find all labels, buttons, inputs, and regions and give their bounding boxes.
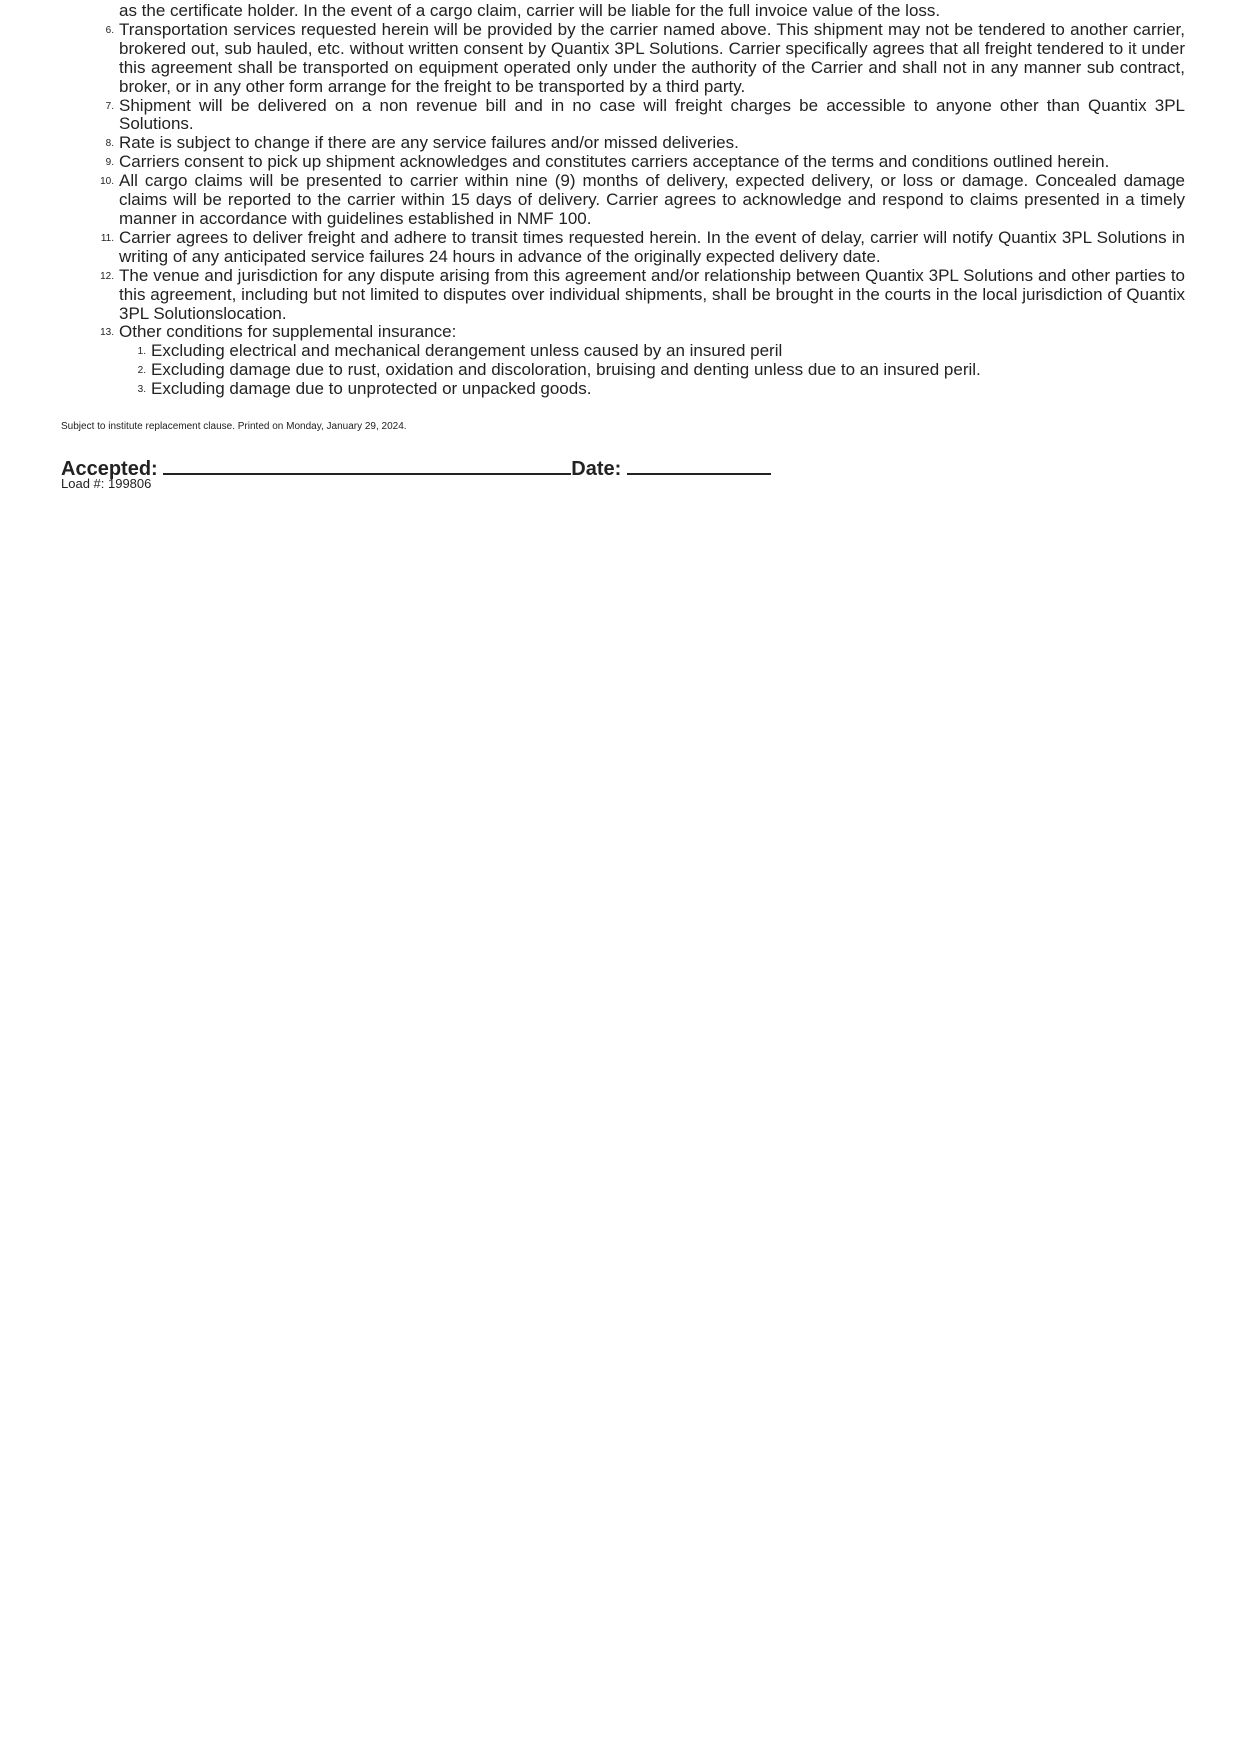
term-text: Transportation services requested herein will be provided by the carrier named above. This shipment may not be tendered to another carrier, brokered out, sub hauled, etc. without written consent by Quantix 3PL Solutions. Carrier specifically agrees that all freight tendered to it under this agreement shall be transported on equipment operated only under the authority of the Carrier and shall not in any manner sub contract, broker, or in any other form arrange for the freight to be transported by a third party.	[119, 19, 1185, 96]
accepted-signature-field[interactable]	[163, 472, 571, 475]
term-number: 13.	[100, 327, 114, 339]
condition-text: Excluding damage due to rust, oxidation and discoloration, bruising and denting unless due to an insured peril.	[151, 360, 981, 380]
condition-number: 1.	[137, 346, 146, 358]
date-label: Date:	[571, 458, 622, 480]
term-number: 8.	[105, 138, 114, 150]
carryover-text: as the certificate holder. In the event of a cargo claim, carrier will be liable for the full invoice value of the loss.	[119, 1, 941, 20]
date-field[interactable]	[627, 472, 771, 475]
term-number: 7.	[105, 100, 114, 112]
term-text: Carriers consent to pick up shipment acknowledges and constitutes carriers acceptance of the terms and conditions outlined herein.	[119, 152, 1110, 172]
term-number: 10.	[100, 176, 114, 188]
term-item-11	[92, 229, 1185, 267]
term-text: The venue and jurisdiction for any dispute arising from this agreement and/or relationship between Quantix 3PL Solutions and other parties to this agreement, including but not limited to disputes over individual shipments, shall be brought in the courts in the local jurisdiction of Quantix 3PL Solutionslocation.	[119, 265, 1185, 323]
insurance-condition-1	[124, 342, 1185, 361]
term-text: Other conditions for supplemental insurance:	[119, 322, 457, 342]
term-item-7	[92, 97, 1185, 135]
term-text: Shipment will be delivered on a non revenue bill and in no case will freight charges be accessible to anyone other than Quantix 3PL Solutions.	[119, 95, 1185, 134]
term-number: 11.	[100, 232, 114, 244]
condition-text: Excluding electrical and mechanical derangement unless caused by an insured peril	[151, 341, 783, 361]
insurance-condition-2	[124, 361, 1185, 380]
term-number: 9.	[105, 157, 114, 169]
insurance-conditions-list	[124, 342, 1185, 399]
condition-text: Excluding damage due to unprotected or unpacked goods.	[151, 379, 592, 399]
printed-footnote: Subject to institute replacement clause. Printed on Monday, January 29, 2024.	[61, 421, 407, 432]
term-item-10	[92, 172, 1185, 229]
load-number: Load #: 199806	[61, 476, 152, 491]
condition-number: 2.	[137, 365, 146, 377]
term-number: 6.	[105, 24, 114, 36]
term-text: Carrier agrees to deliver freight and adhere to transit times requested herein. In the event of delay, carrier will notify Quantix 3PL Solutions in writing of any anticipated service failures 24 hours in advance of the originally expected delivery date.	[119, 227, 1185, 266]
term-item-6	[92, 21, 1185, 97]
term-item-8	[92, 134, 1185, 153]
term-text: All cargo claims will be presented to carrier within nine (9) months of delivery, expected delivery, or loss or damage. Concealed damage claims will be reported to the carrier within 15 days of delivery. Carrier agrees to acknowledge and respond to claims presented in a timely manner in accordance with guidelines established in NMF 100.	[119, 171, 1185, 228]
insurance-condition-3	[124, 380, 1185, 399]
term-item-13	[92, 323, 1185, 342]
term-item-12	[92, 267, 1185, 324]
terms-carryover-text	[92, 2, 1185, 21]
condition-number: 3.	[137, 384, 146, 396]
term-text: Rate is subject to change if there are any service failures and/or missed deliveries.	[119, 133, 739, 153]
term-item-9	[92, 153, 1185, 172]
term-number: 12.	[100, 270, 114, 282]
accepted-label: Accepted:	[61, 458, 158, 480]
terms-list	[92, 2, 1185, 399]
signature-line	[61, 457, 771, 481]
